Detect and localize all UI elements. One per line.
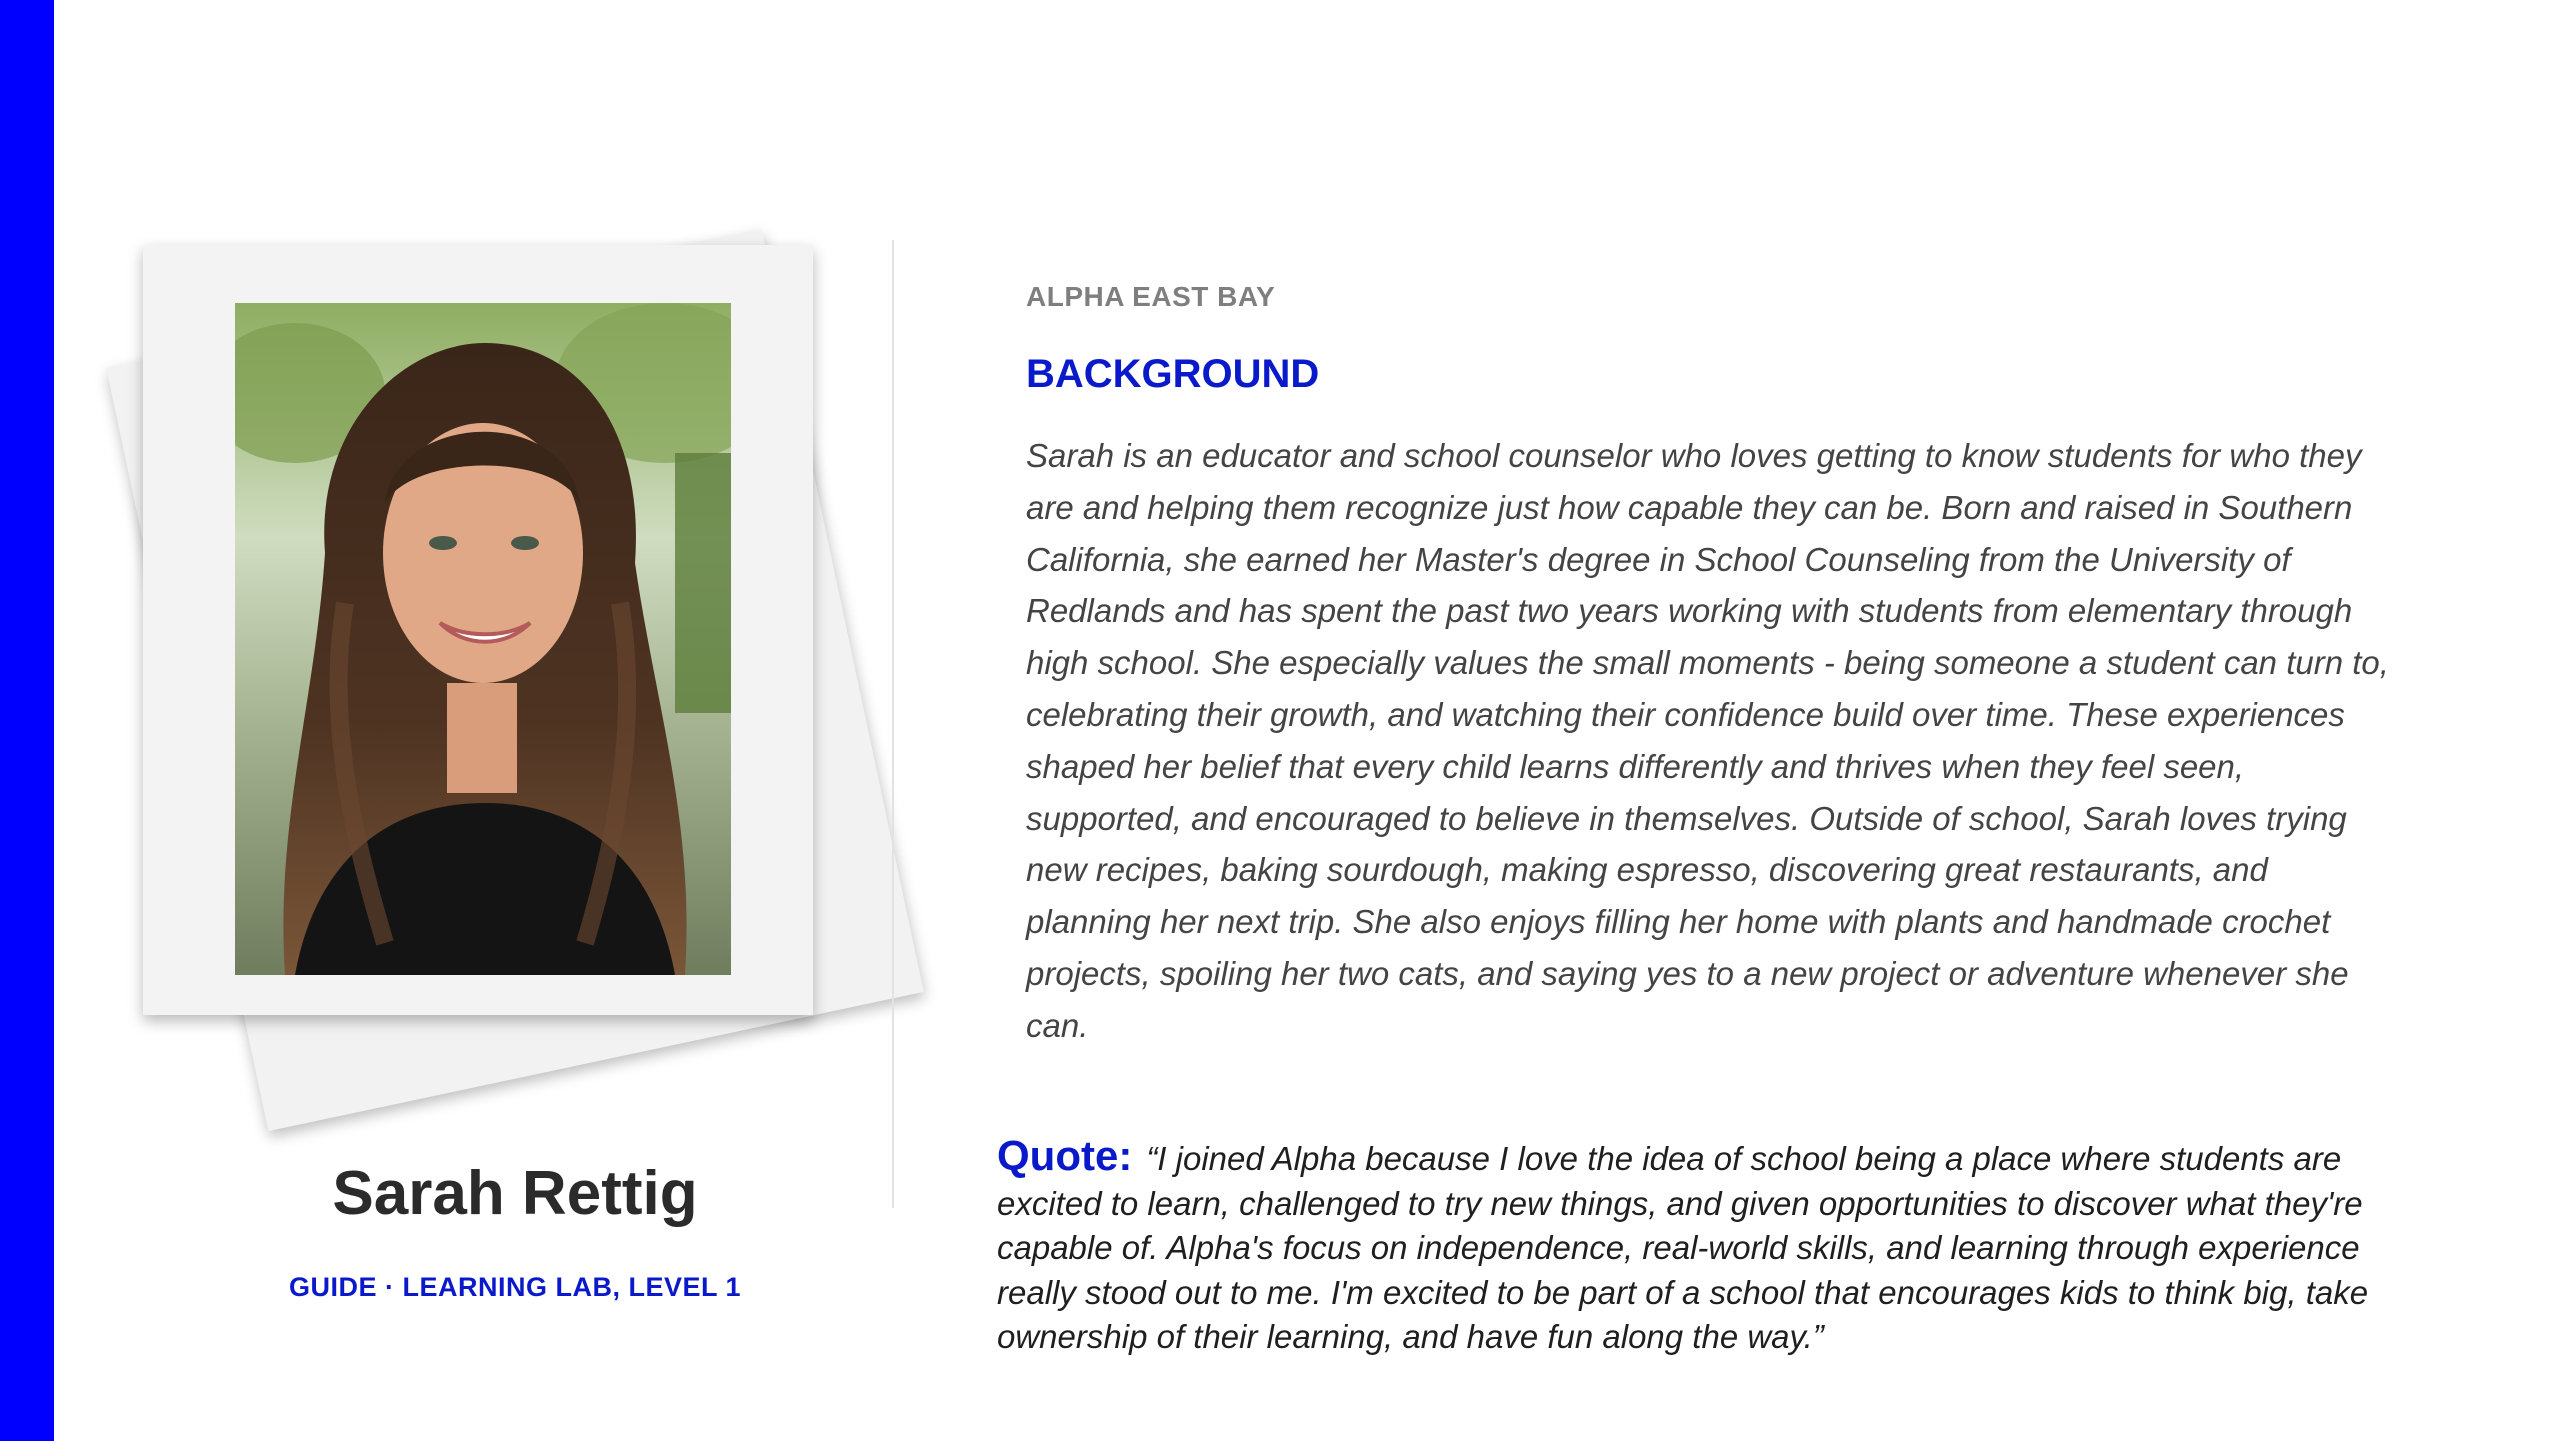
quote-label: Quote: [997, 1132, 1133, 1179]
person-name: Sarah Rettig [332, 1159, 698, 1228]
quote-text: “I joined Alpha because I love the idea of school being a place where students are excited to learn, challenged to try new things, and given opportunities to discover what they're capable of. Alpha's focus on independence, real-world skills, and learning through experience really stood out to me. I'm excited to be part of a school that encourages kids to think big, take ownership of their learning, and have fun along the way.” [997, 1140, 2369, 1356]
accent-bar [0, 0, 54, 1441]
column-divider [892, 240, 894, 1208]
bio-paragraph: Sarah is an educator and school counselor who loves getting to know students for who they are and helping them recognize just how capable they can be. Born and raised in Southern California, she earned her Master's degree in School Counseling from the University of Redlands and has spent the past two years working with students from elementary through high school. She especially values the small moments - being someone a student can turn to, celebrating their growth, and watching their confidence build over time. These experiences shaped her belief that every child learns differently and thrives when they feel seen, supported, and encouraged to believe in themselves. Outside of school, Sarah loves trying new recipes, baking sourdough, making espresso, discovering great restaurants, and planning her next trip. She also enjoys filling her home with plants and handmade crochet projects, spoiling her two cats, and saying yes to a new project or adventure whenever she can. [1026, 437, 2389, 1044]
person-role: GUIDE · LEARNING LAB, LEVEL 1 [288, 1272, 742, 1302]
portrait-illustration [235, 303, 731, 975]
photo-card-front [143, 245, 813, 1015]
quote-block [997, 1134, 2377, 1360]
profile-photo [235, 303, 731, 975]
background-heading: BACKGROUND [1026, 352, 1320, 396]
campus-label: ALPHA EAST BAY [1026, 281, 1276, 312]
photo-stack [60, 190, 900, 1110]
